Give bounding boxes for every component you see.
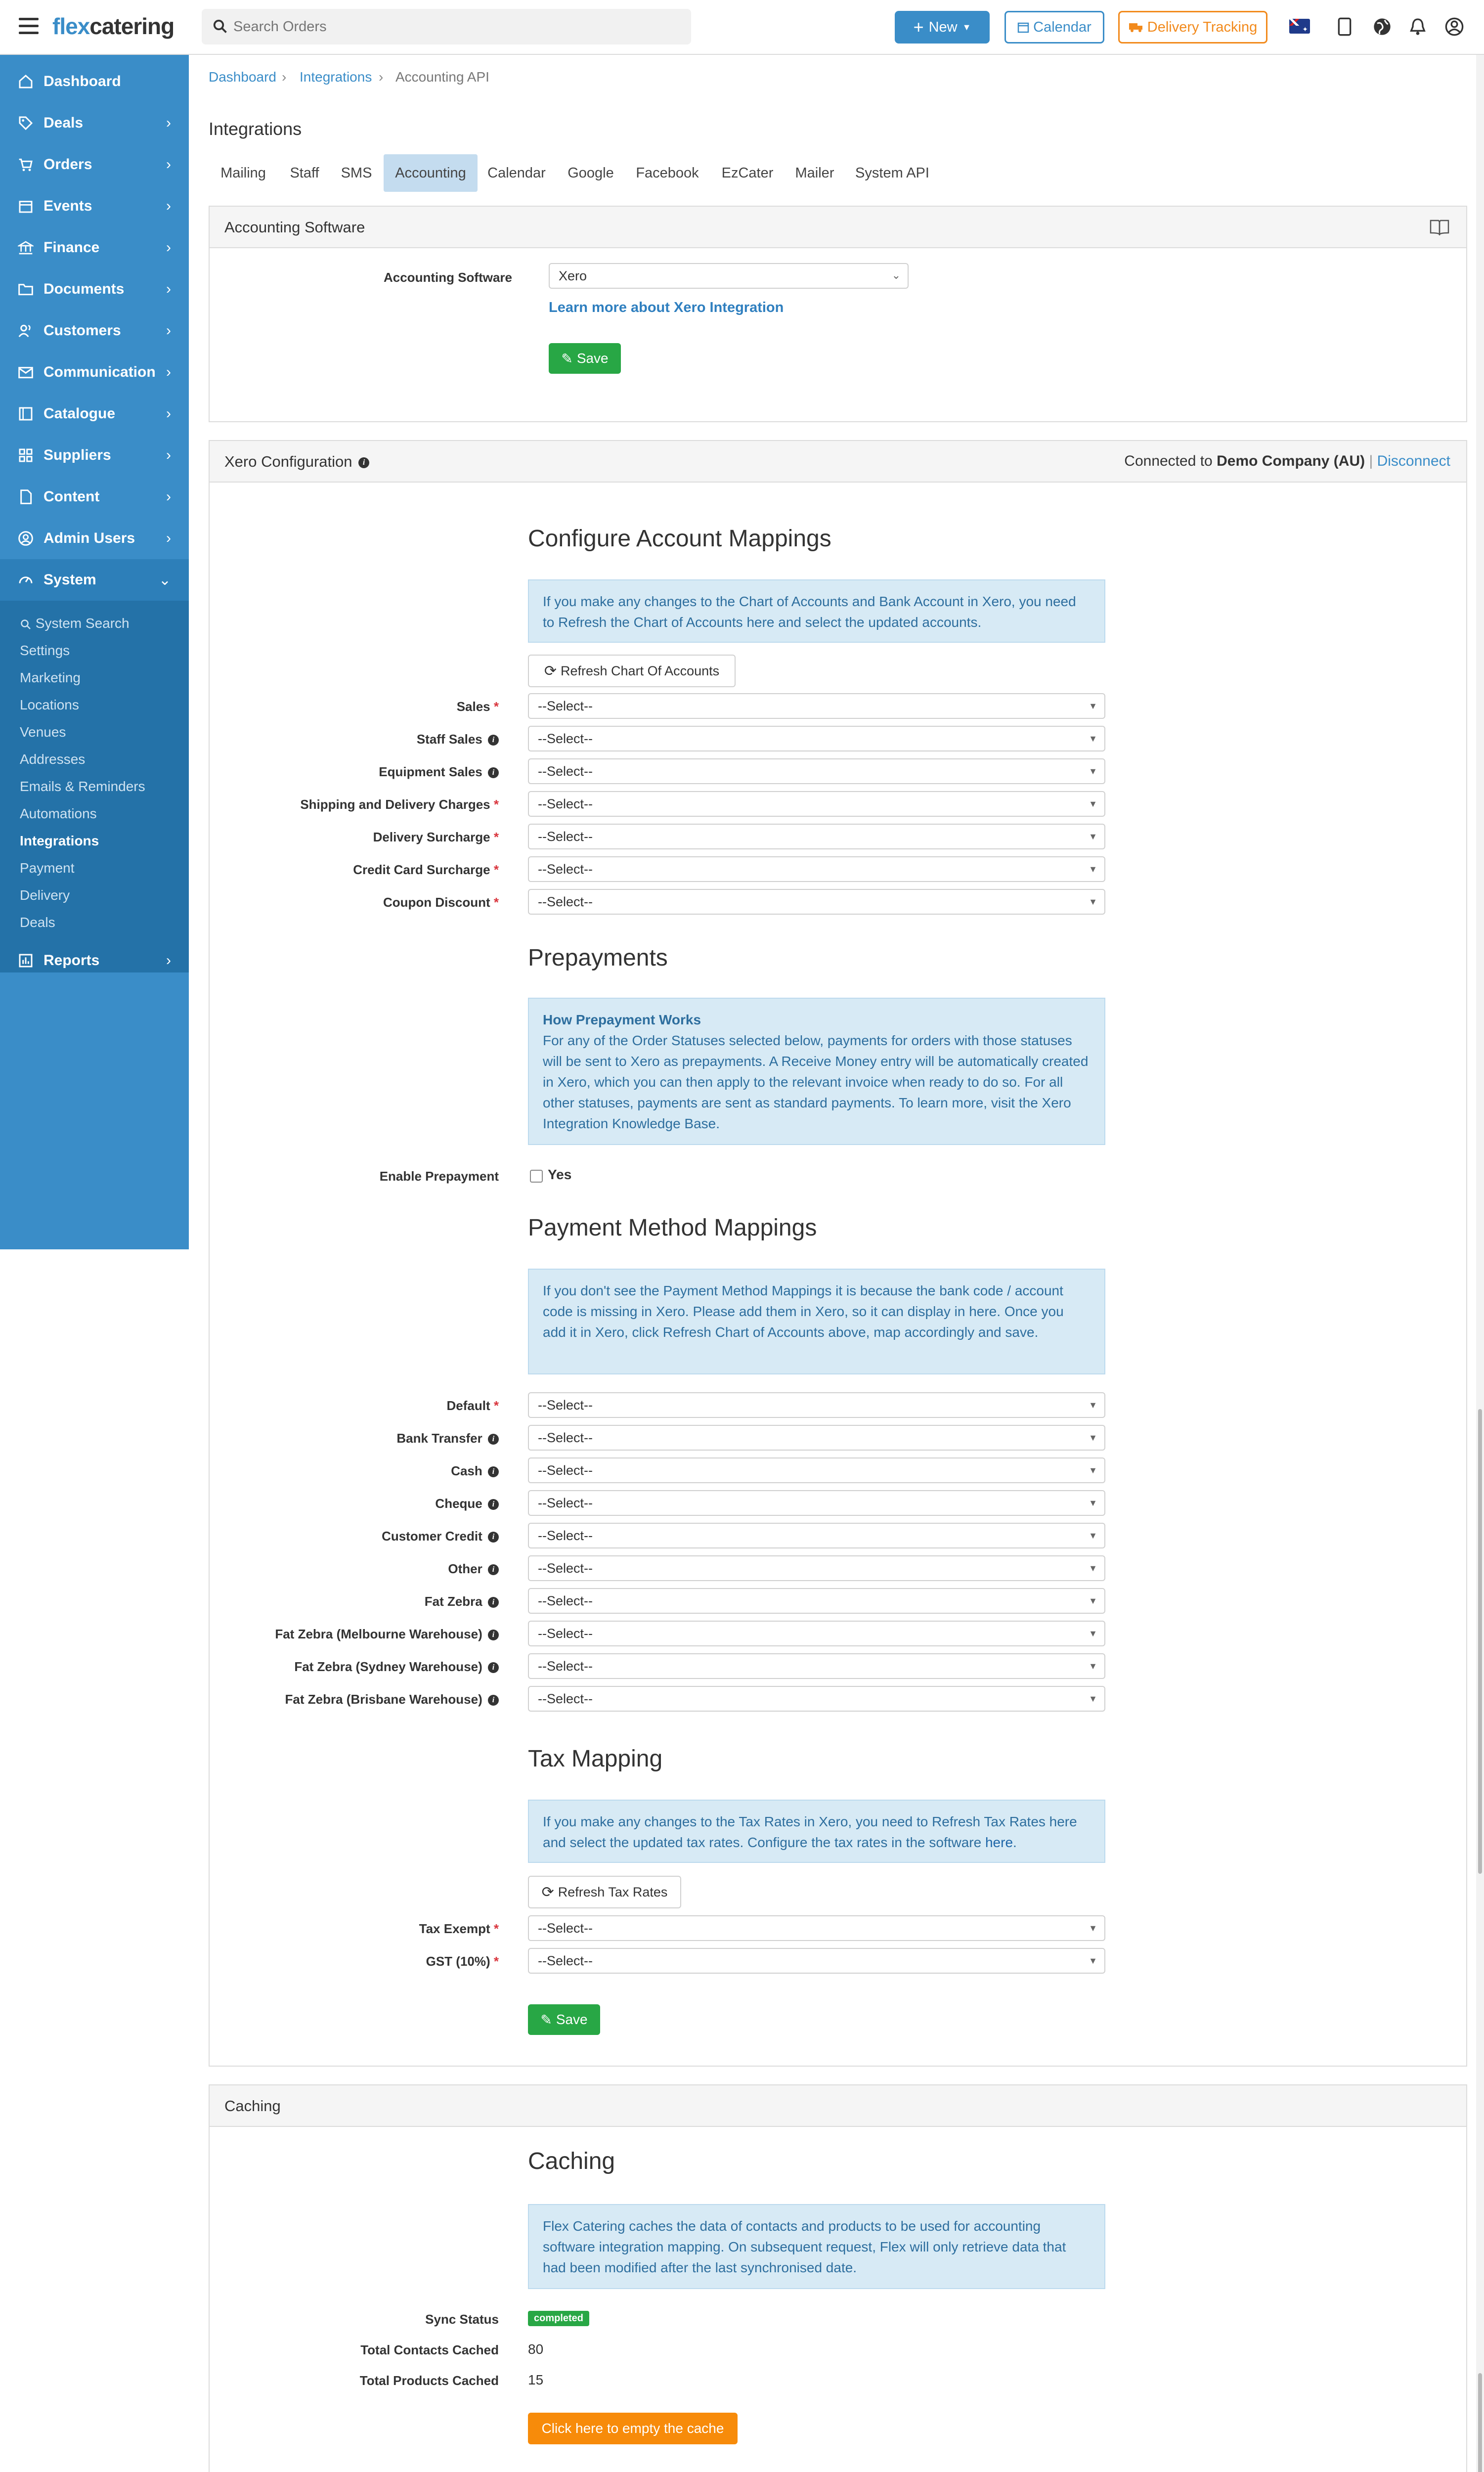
accounting-software-label: Accounting Software (383, 270, 512, 285)
total-contacts-value: 80 (528, 2341, 544, 2357)
refresh-tax-rates-button[interactable]: ⟳ Refresh Tax Rates (528, 1876, 681, 1908)
info-icon[interactable]: i (488, 1466, 499, 1477)
caret-down-icon: ▼ (1089, 701, 1097, 711)
caret-down-icon: ▼ (1089, 766, 1097, 776)
home-icon (18, 74, 34, 89)
tax-rates-here-link[interactable]: here (985, 1835, 1013, 1850)
folder-icon (18, 281, 34, 297)
caret-down-icon: ▼ (1089, 1923, 1097, 1933)
sidebar-item-reports[interactable]: Reports › (0, 940, 189, 981)
breadcrumb-separator: › (379, 69, 384, 85)
status-badge: completed (528, 2311, 589, 2326)
tax-mapping-alert: If you make any changes to the Tax Rates in Xero, you need to Refresh Tax Rates here and select the updated tax rates. Configure the tax rates in the software here. (528, 1800, 1105, 1863)
sync-status-label: Sync Status (425, 2312, 499, 2327)
calendar-icon (1017, 21, 1029, 33)
fat-zebra-brisbane-label: Fat Zebra (Brisbane Warehouse) i (285, 1692, 499, 1707)
tab-google[interactable]: Google (567, 165, 614, 181)
edit-icon: ✎ (540, 2012, 552, 2028)
cash-select[interactable]: --Select-- ▼ (528, 1457, 1105, 1483)
refresh-icon: ⟳ (541, 1884, 554, 1900)
chevron-right-icon: › (166, 239, 171, 256)
delivery-surcharge-label: Delivery Surcharge * (373, 830, 499, 844)
page-title: Integrations (209, 119, 302, 139)
coupon-discount-select[interactable]: --Select-- ▼ (528, 889, 1105, 915)
caret-down-icon: ▼ (1089, 1563, 1097, 1573)
caret-down-icon: ▼ (1089, 1629, 1097, 1638)
refresh-icon: ⟳ (544, 662, 557, 679)
tax-exempt-select[interactable]: --Select-- ▼ (528, 1915, 1105, 1941)
search-box[interactable] (202, 9, 691, 44)
info-icon[interactable]: i (488, 1662, 499, 1673)
other-label: Other i (448, 1561, 499, 1577)
refresh-chart-of-accounts-button[interactable]: ⟳ Refresh Chart Of Accounts (528, 655, 736, 687)
panel-title: Caching (224, 2097, 281, 2115)
accounting-software-select[interactable]: Xero ⌄ (549, 263, 909, 289)
users-icon (18, 323, 34, 339)
tab-staff[interactable]: Staff (290, 165, 319, 181)
cart-icon (18, 157, 34, 173)
tab-mailer[interactable]: Mailer (795, 165, 834, 181)
fat-zebra-melbourne-select[interactable]: --Select-- ▼ (528, 1621, 1105, 1646)
truck-icon (1129, 21, 1143, 33)
bell-icon[interactable] (1408, 17, 1428, 37)
chevron-right-icon: › (166, 447, 171, 463)
breadcrumb-separator: › (282, 69, 287, 85)
new-button[interactable]: + New ▼ (895, 11, 990, 44)
menu-icon[interactable] (19, 18, 39, 35)
equipment-sales-select[interactable]: --Select-- ▼ (528, 758, 1105, 784)
chevron-down-icon: ⌄ (891, 269, 901, 281)
sidebar-subitem-system-search[interactable]: System Search (20, 616, 130, 631)
cheque-label: Cheque i (435, 1496, 499, 1511)
sidebar-item-finance[interactable]: Finance › (0, 227, 189, 268)
equipment-sales-label: Equipment Sales i (379, 764, 499, 780)
caret-down-icon: ▼ (1089, 864, 1097, 874)
coupon-discount-label: Coupon Discount * (383, 895, 499, 910)
sidebar-item-orders[interactable]: Orders › (0, 144, 189, 185)
breadcrumb-integrations[interactable]: Integrations (300, 69, 372, 85)
sidebar-item-system[interactable]: System ⌄ (0, 559, 189, 601)
globe-icon[interactable] (1372, 17, 1392, 37)
gst-select[interactable]: --Select-- ▼ (528, 1948, 1105, 1974)
chevron-right-icon: › (166, 488, 171, 505)
delivery-surcharge-select[interactable]: --Select-- ▼ (528, 824, 1105, 849)
info-icon[interactable]: i (488, 1434, 499, 1445)
other-select[interactable]: --Select-- ▼ (528, 1555, 1105, 1581)
tab-mailing[interactable]: Mailing (220, 165, 266, 181)
file-icon (18, 489, 34, 505)
credit-card-surcharge-label: Credit Card Surcharge * (353, 862, 499, 877)
calendar-icon (18, 198, 34, 214)
sidebar-subitem-addresses[interactable]: Addresses (20, 751, 86, 767)
customer-credit-label: Customer Credit i (382, 1529, 499, 1544)
calendar-button[interactable]: Calendar (1004, 11, 1104, 44)
sidebar-item-documents[interactable]: Documents › (0, 268, 189, 310)
staff-sales-label: Staff Sales i (417, 732, 499, 747)
info-icon[interactable]: i (488, 1564, 499, 1575)
info-icon[interactable]: i (488, 1695, 499, 1706)
tab-facebook[interactable]: Facebook (636, 165, 699, 181)
chevron-right-icon: › (166, 364, 171, 380)
info-icon[interactable]: i (488, 735, 499, 746)
bank-icon (18, 240, 34, 256)
info-icon[interactable]: i (488, 1532, 499, 1543)
chevron-right-icon: › (166, 405, 171, 422)
breadcrumb-current: Accounting API (395, 69, 489, 85)
envelope-icon (18, 364, 34, 380)
bank-transfer-label: Bank Transfer i (396, 1431, 499, 1446)
tablet-icon[interactable] (1335, 17, 1354, 37)
tab-calendar[interactable]: Calendar (487, 165, 546, 181)
fat-zebra-label: Fat Zebra i (425, 1594, 499, 1609)
sidebar-subitem-marketing[interactable]: Marketing (20, 670, 81, 685)
connection-status: Connected to Demo Company (AU) | Disconnect (1124, 453, 1450, 469)
caret-down-icon: ▼ (1089, 1531, 1097, 1541)
tax-mapping-heading: Tax Mapping (528, 1746, 663, 1772)
sidebar-subitem-locations[interactable]: Locations (20, 697, 79, 712)
customer-credit-select[interactable]: --Select-- ▼ (528, 1523, 1105, 1548)
cash-label: Cash i (451, 1463, 499, 1479)
enable-prepayment-checkbox[interactable] (530, 1170, 543, 1183)
empty-cache-button[interactable]: Click here to empty the cache (528, 2413, 738, 2444)
save-button[interactable]: ✎ Save (549, 343, 621, 374)
info-icon[interactable]: i (488, 1630, 499, 1640)
caret-down-icon: ▼ (1089, 1498, 1097, 1508)
fat-zebra-brisbane-select[interactable]: --Select-- ▼ (528, 1686, 1105, 1712)
scrollbar-track[interactable] (1476, 55, 1484, 2472)
sidebar-item-dashboard[interactable]: Dashboard (0, 61, 189, 102)
system-submenu (0, 601, 189, 972)
search-icon (213, 19, 227, 34)
user-account-icon[interactable] (1444, 17, 1464, 37)
sidebar-subitem-automations[interactable]: Automations (20, 806, 97, 821)
sidebar-subitem-integrations[interactable]: Integrations (20, 833, 99, 848)
caching-alert: Flex Catering caches the data of contacts and products to be used for accounting software integration mapping. On subsequent request, Flex will only retrieve data that had been modified after the last synchronised date. (528, 2204, 1105, 2289)
default-label: Default * (446, 1398, 499, 1413)
total-products-label: Total Products Cached (359, 2373, 499, 2388)
payment-mappings-heading: Payment Method Mappings (528, 1215, 817, 1241)
tax-exempt-label: Tax Exempt * (419, 1921, 499, 1936)
info-icon[interactable]: i (358, 457, 369, 468)
sales-select[interactable]: --Select-- ▼ (528, 693, 1105, 719)
learn-more-xero-link[interactable]: Learn more about Xero Integration (549, 300, 784, 315)
total-products-value: 15 (528, 2372, 544, 2387)
chevron-right-icon: › (166, 530, 171, 546)
panel-title: Accounting Software (224, 219, 365, 236)
tag-icon (18, 115, 34, 131)
sidebar-subitem-deals[interactable]: Deals (20, 915, 55, 930)
sidebar-subitem-payment[interactable]: Payment (20, 860, 75, 876)
account-mappings-heading: Configure Account Mappings (528, 526, 831, 552)
info-icon[interactable]: i (488, 1597, 499, 1608)
scrollbar-thumb[interactable] (1478, 2373, 1482, 2472)
fat-zebra-select[interactable]: --Select-- ▼ (528, 1588, 1105, 1614)
grid-icon (18, 447, 34, 463)
disconnect-link[interactable]: Disconnect (1377, 453, 1450, 469)
sidebar-item-suppliers[interactable]: Suppliers › (0, 435, 189, 476)
user-circle-icon (18, 530, 34, 546)
plus-icon: + (913, 17, 924, 37)
sales-label: Sales * (456, 699, 499, 714)
caret-down-icon: ▼ (1089, 897, 1097, 907)
info-icon[interactable]: i (488, 767, 499, 778)
tab-sms[interactable]: SMS (341, 165, 372, 181)
search-icon (20, 618, 32, 630)
book-open-icon[interactable] (1430, 219, 1449, 235)
sidebar-item-customers[interactable]: Customers › (0, 310, 189, 352)
shipping-delivery-charges-label: Shipping and Delivery Charges * (300, 797, 499, 812)
chevron-right-icon: › (166, 115, 171, 131)
gst-label: GST (10%) * (426, 1954, 499, 1969)
account-mappings-alert: If you make any changes to the Chart of Accounts and Bank Account in Xero, you need to Refresh the Chart of Accounts here and select the updated accounts. (528, 579, 1105, 643)
prepayments-heading: Prepayments (528, 945, 668, 971)
scrollbar-thumb[interactable] (1478, 1409, 1482, 1874)
cheque-select[interactable]: --Select-- ▼ (528, 1490, 1105, 1516)
sidebar-subitem-settings[interactable]: Settings (20, 643, 70, 658)
fat-zebra-melbourne-label: Fat Zebra (Melbourne Warehouse) i (275, 1627, 499, 1642)
tab-ezcater[interactable]: EzCater (721, 165, 774, 181)
info-icon[interactable]: i (488, 1499, 499, 1510)
sidebar-item-events[interactable]: Events › (0, 185, 189, 227)
sidebar-subitem-delivery[interactable]: Delivery (20, 887, 70, 903)
enable-prepayment-yes-label: Yes (548, 1167, 572, 1182)
panel-header (210, 2085, 1466, 2127)
caret-down-icon: ▼ (1089, 1694, 1097, 1704)
top-bar (0, 0, 1484, 55)
sidebar-subitem-emails-reminders[interactable]: Emails & Reminders (20, 779, 145, 794)
breadcrumb-dashboard[interactable]: Dashboard (209, 69, 276, 85)
caret-down-icon: ▼ (1089, 1596, 1097, 1606)
book-icon (18, 406, 34, 422)
chart-icon (18, 953, 34, 969)
edit-icon: ✎ (561, 351, 573, 366)
tab-system-api[interactable]: System API (855, 165, 929, 181)
prepayments-alert: How Prepayment Works For any of the Order Statuses selected below, payments for orders with those statuses will be sent to Xero as prepayments. A Receive Money entry will be automatically created in Xero, which you can then apply to the relevant invoice when ready to do so. For all other statuses, payments are sent as standard payments. To learn more, visit the Xero Integration Knowledge Base. (528, 998, 1105, 1145)
sidebar-item-communication[interactable]: Communication › (0, 352, 189, 393)
caret-down-icon: ▼ (1089, 1956, 1097, 1966)
fat-zebra-sydney-select[interactable]: --Select-- ▼ (528, 1653, 1105, 1679)
sidebar (0, 55, 189, 1249)
sidebar-item-deals[interactable]: Deals › (0, 102, 189, 144)
enable-prepayment-label: Enable Prepayment (379, 1169, 499, 1184)
xero-save-button[interactable]: ✎ Save (528, 2004, 600, 2035)
shipping-delivery-charges-select[interactable]: --Select-- ▼ (528, 791, 1105, 817)
sidebar-item-content[interactable]: Content › (0, 476, 189, 518)
chevron-right-icon: › (166, 198, 171, 214)
fat-zebra-sydney-label: Fat Zebra (Sydney Warehouse) i (294, 1659, 499, 1675)
panel-title: Xero Configuration i (224, 453, 369, 471)
total-contacts-label: Total Contacts Cached (360, 2342, 499, 2357)
search-input[interactable] (232, 16, 677, 38)
chevron-right-icon: › (166, 322, 171, 339)
caret-down-icon: ▼ (1089, 734, 1097, 744)
chevron-down-icon: ⌄ (158, 572, 171, 588)
caret-down-icon: ▼ (1089, 832, 1097, 841)
australia-flag-icon[interactable] (1289, 19, 1310, 34)
gauge-icon (18, 572, 34, 588)
chevron-right-icon: › (166, 952, 171, 969)
sidebar-item-catalogue[interactable]: Catalogue › (0, 393, 189, 435)
caret-down-icon: ▼ (1089, 1661, 1097, 1671)
caret-down-icon: ▼ (1089, 1433, 1097, 1443)
caret-down-icon: ▼ (962, 22, 971, 32)
chevron-right-icon: › (166, 281, 171, 297)
caret-down-icon: ▼ (1089, 1400, 1097, 1410)
panel-header (210, 207, 1466, 248)
caret-down-icon: ▼ (1089, 1465, 1097, 1475)
app-logo[interactable]: flexcatering (52, 13, 175, 39)
delivery-tracking-button[interactable]: Delivery Tracking (1118, 11, 1267, 44)
caching-heading: Caching (528, 2148, 615, 2174)
sidebar-subitem-venues[interactable]: Venues (20, 724, 66, 740)
accounting-software-panel (209, 206, 1467, 422)
bank-transfer-select[interactable]: --Select-- ▼ (528, 1425, 1105, 1451)
staff-sales-select[interactable]: --Select-- ▼ (528, 726, 1105, 751)
sidebar-item-admin-users[interactable]: Admin Users › (0, 518, 189, 559)
tab-accounting[interactable]: Accounting (384, 154, 478, 192)
caret-down-icon: ▼ (1089, 799, 1097, 809)
default-payment-select[interactable]: --Select-- ▼ (528, 1392, 1105, 1418)
panel-header (210, 441, 1466, 483)
payment-mappings-alert: If you don't see the Payment Method Mappings it is because the bank code / account code is missing in Xero. Please add them in Xero, so it can display in here. Once you add it in Xero, click Refresh Chart of Accounts above, map accordingly and save. (528, 1269, 1105, 1374)
chevron-right-icon: › (166, 156, 171, 173)
credit-card-surcharge-select[interactable]: --Select-- ▼ (528, 856, 1105, 882)
